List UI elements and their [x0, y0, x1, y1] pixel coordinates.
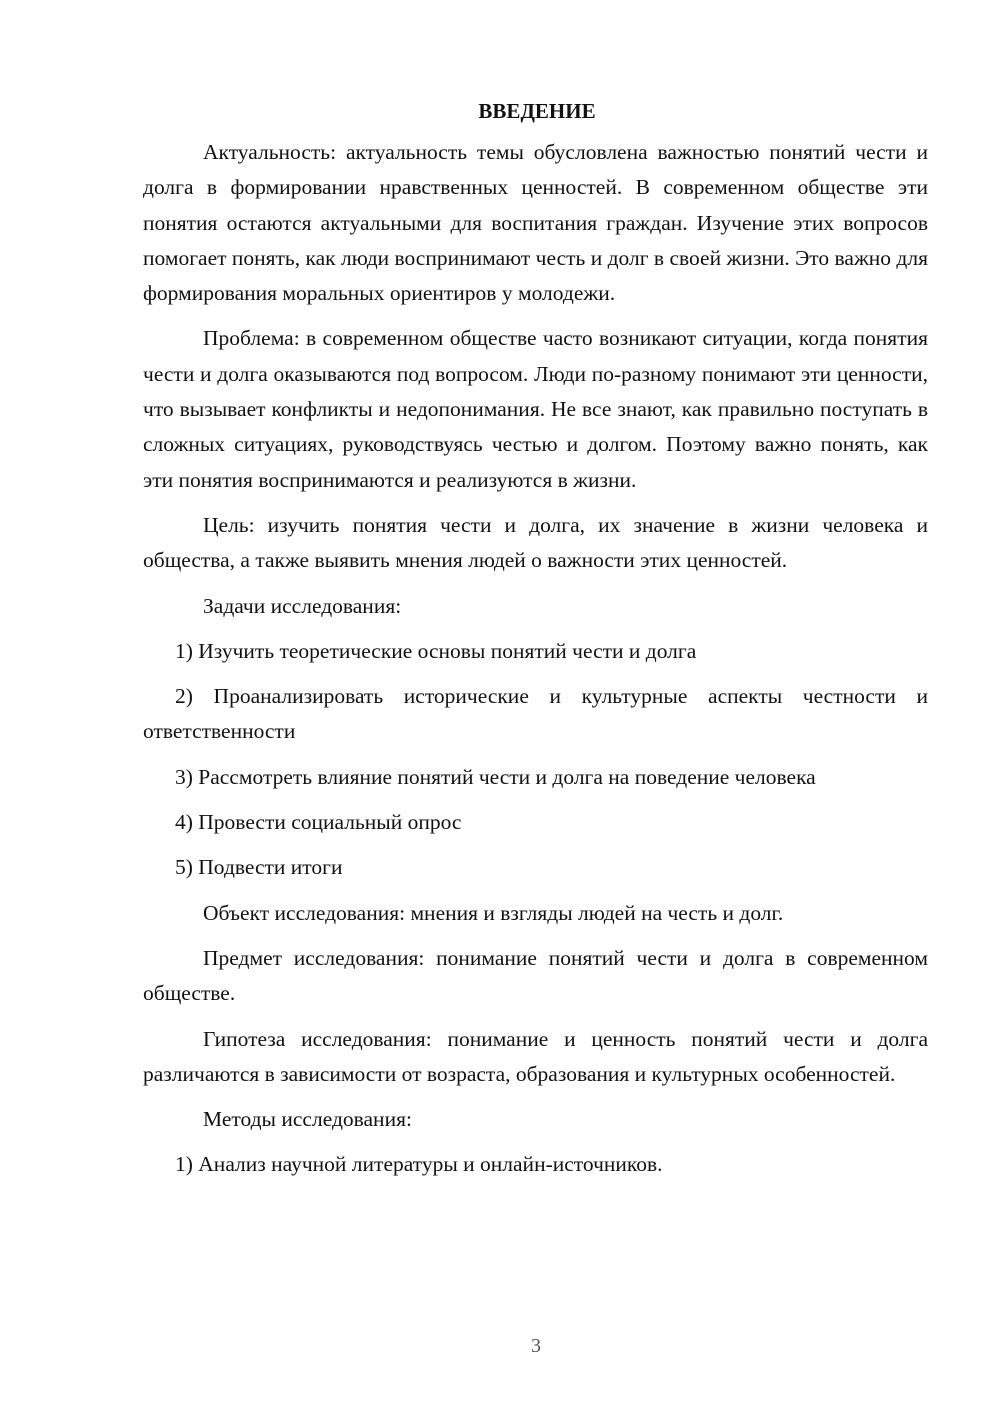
methods-heading: Методы исследования:	[203, 1107, 412, 1132]
task-item: 2) Проанализировать исторические и культурные аспекты честности и ответственности	[143, 684, 928, 744]
task-item: 4) Провести социальный опрос	[175, 810, 462, 835]
subject-paragraph: Предмет исследования: понимание понятий чести и долга в современном обществе.	[143, 945, 928, 1006]
page-number: 3	[531, 1335, 541, 1357]
problem-paragraph: Проблема: в современном обществе часто возникают ситуации, когда понятия чести и долга оказываются под вопросом. Люди по-разному понимают эти ценности, что вызывает конфликты и недопонимания. Не все знают, как правильно поступать в сложных ситуациях, руководствуясь честью и долгом. Поэтому важно понять, как эти понятия воспринимаются и реализуются в жизни.	[143, 326, 928, 492]
object-paragraph: Объект исследования: мнения и взгляды людей на честь и долг.	[203, 900, 784, 925]
hypothesis-paragraph: Гипотеза исследования: понимание и ценность понятий чести и долга различаются в зависимости от возраста, образования и культурных особенностей.	[143, 1026, 928, 1086]
task-item: 5) Подвести итоги	[175, 855, 343, 880]
relevance-paragraph: Актуальность: актуальность темы обусловлена важностью понятий чести и долга в формировании нравственных ценностей. В современном обществе эти понятия остаются актуальными для воспитания граждан. Изучение этих вопросов помогает понять, как люди воспринимают честь и долг в своей жизни. Это важно для формирования моральных ориентиров у молодежи.	[143, 140, 928, 306]
method-item: 1) Анализ научной литературы и онлайн-источников.	[175, 1152, 663, 1177]
goal-paragraph: Цель: изучить понятия чести и долга, их значение в жизни человека и общества, а также выявить мнения людей о важности этих ценностей.	[143, 512, 928, 573]
section-heading: ВВЕДЕНИЕ	[478, 99, 596, 123]
page-content	[143, 95, 928, 1193]
tasks-heading: Задачи исследования:	[203, 593, 402, 618]
task-item: 3) Рассмотреть влияние понятий чести и долга на поведение человека	[175, 764, 816, 789]
task-item: 1) Изучить теоретические основы понятий чести и долга	[175, 638, 697, 663]
